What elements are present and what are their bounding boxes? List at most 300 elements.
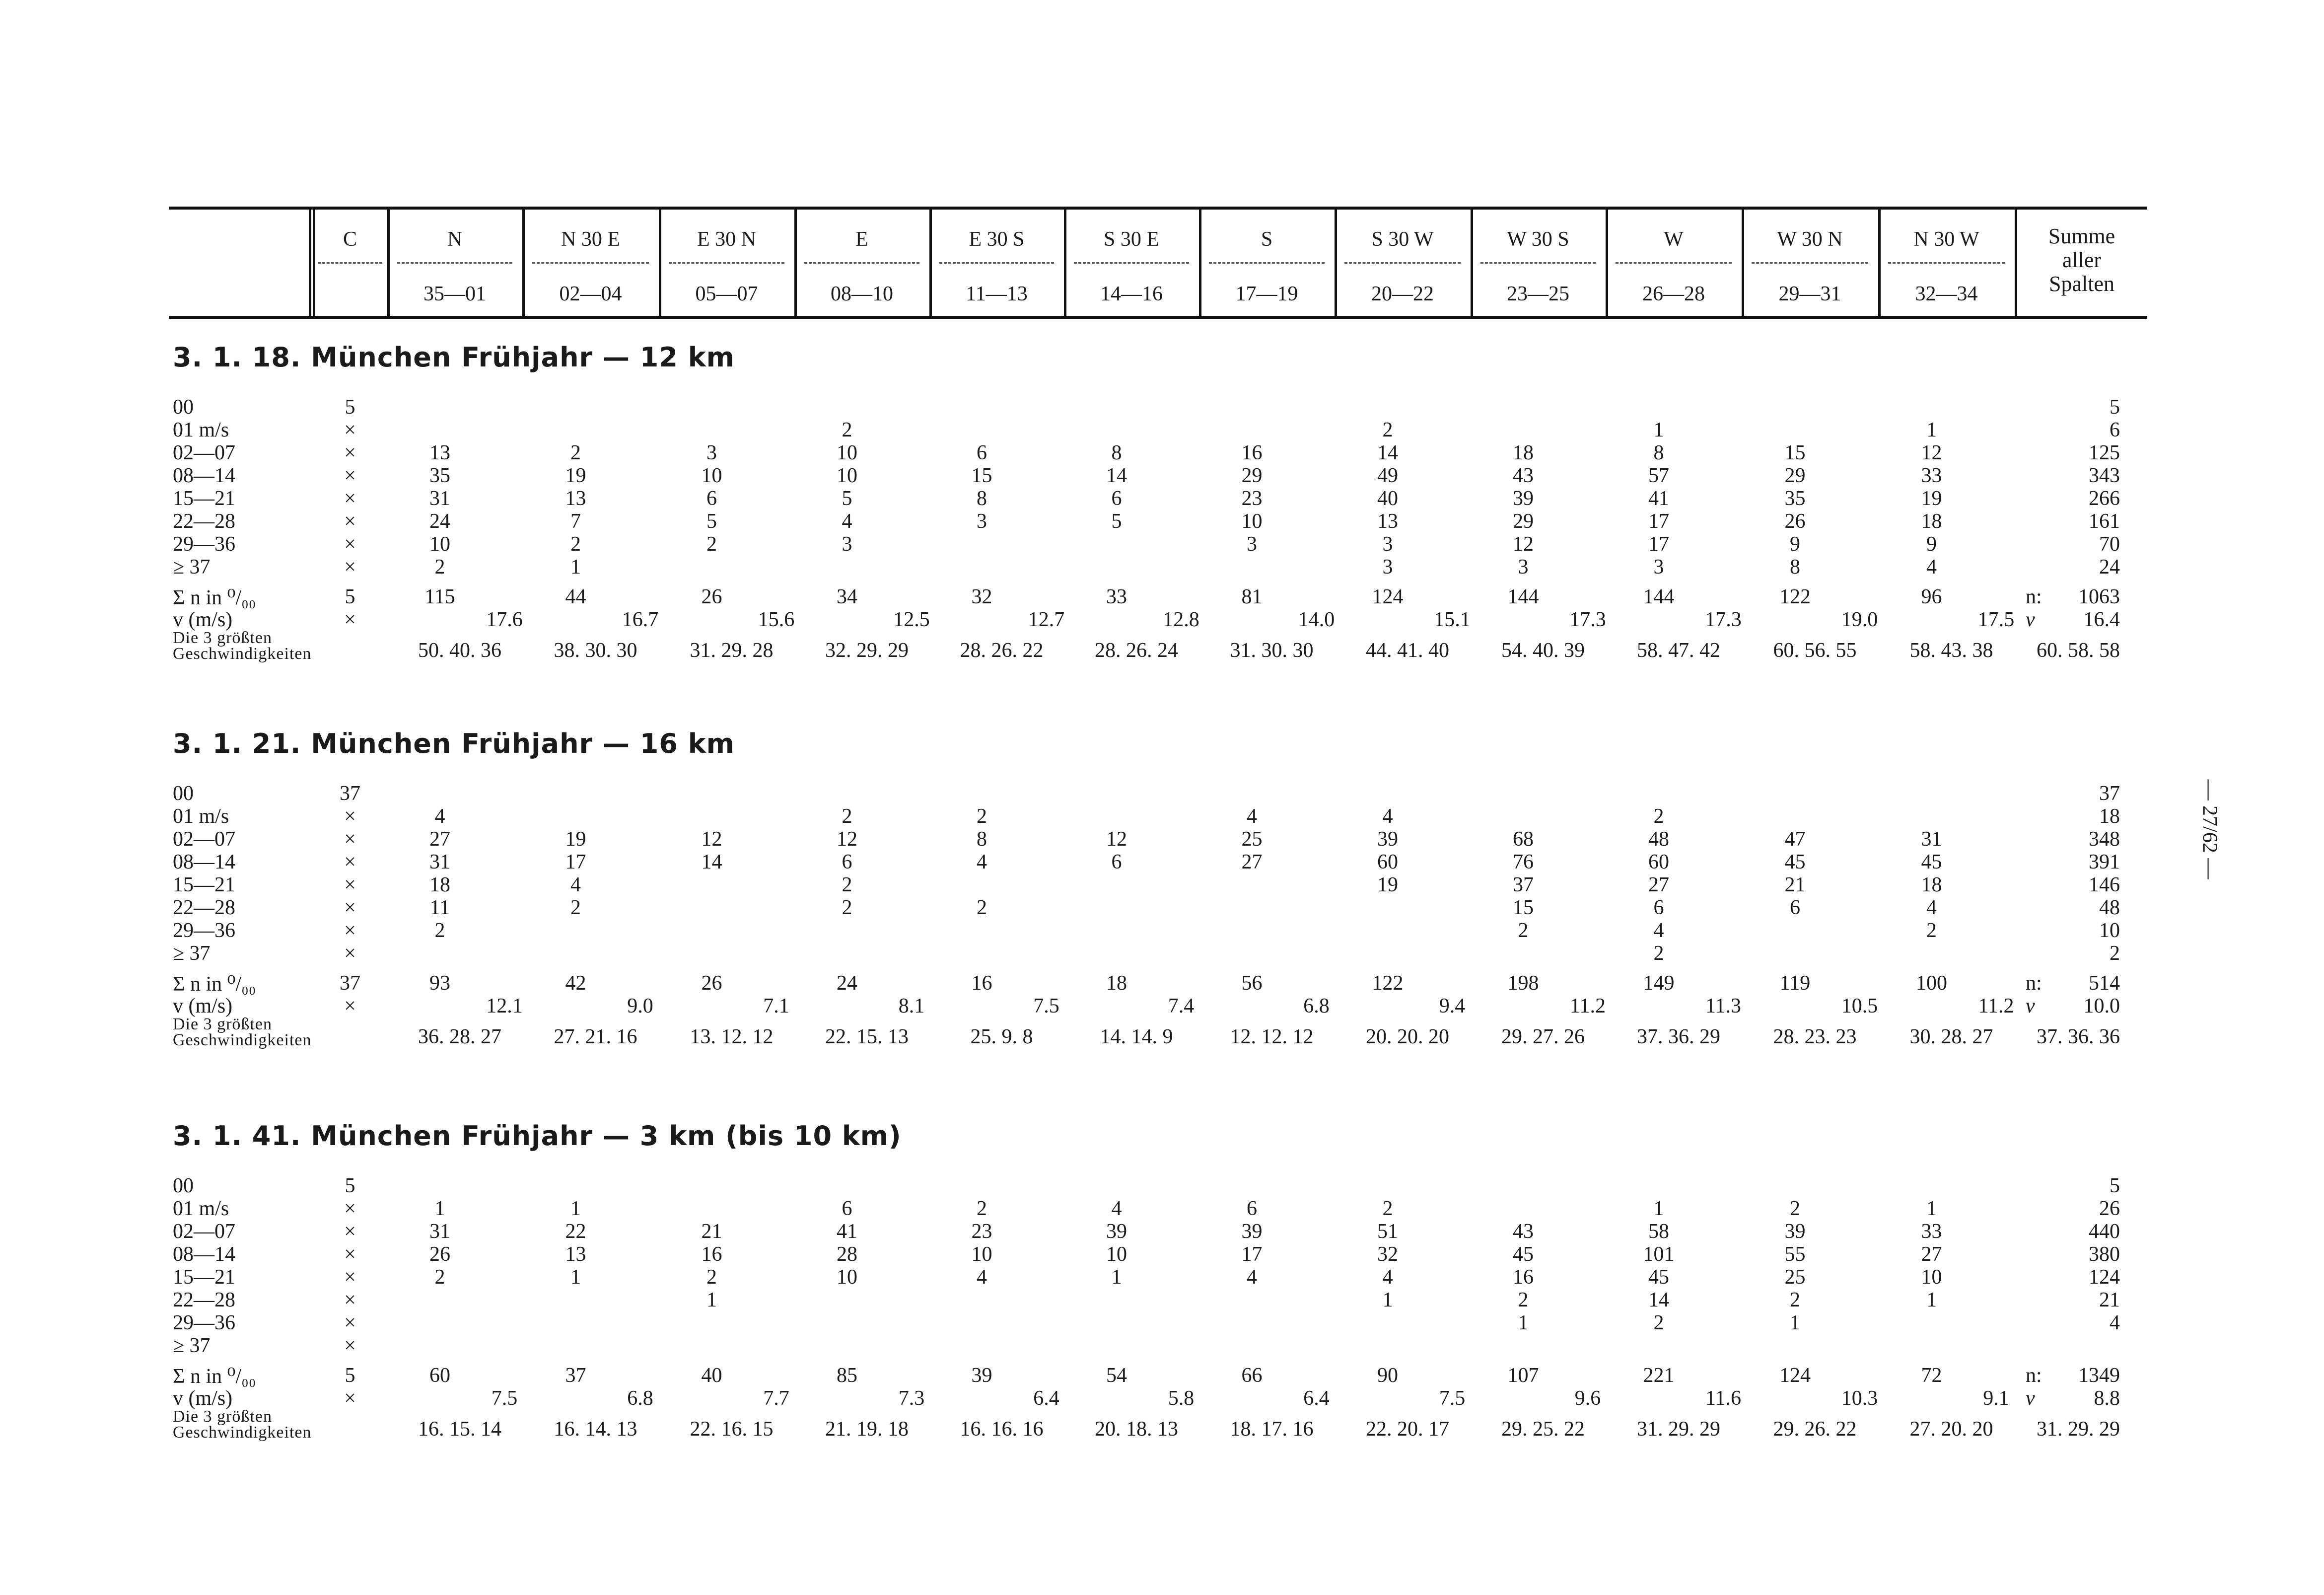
largest-speeds-cell: 16. 14. 13: [554, 1418, 637, 1441]
frequency-cell: 10: [837, 441, 857, 464]
count-per-mille-cell: 85: [837, 1364, 857, 1387]
frequency-cell: 17: [565, 851, 586, 873]
frequency-cell: 8: [1790, 556, 1800, 579]
sum-cell: 391: [2089, 851, 2120, 873]
frequency-cell: 9: [1790, 533, 1800, 556]
largest-speeds-cell: 31. 29. 29: [1637, 1418, 1720, 1441]
sum-header-line: Spalten: [2049, 272, 2114, 296]
frequency-cell: 14: [1106, 464, 1127, 487]
frequency-cell: 19: [1921, 487, 1942, 510]
count-per-mille-cell: 60: [429, 1364, 450, 1387]
frequency-cell: 45: [1513, 1243, 1534, 1266]
header-bottom-rule: [169, 316, 2147, 319]
frequency-cell: 39: [1106, 1220, 1127, 1243]
frequency-cell: 4: [1653, 919, 1664, 942]
frequency-cell: 4: [1926, 556, 1937, 579]
frequency-cell: 2: [570, 441, 581, 464]
header-dash-rule: [397, 262, 512, 264]
count-per-mille-cell: 96: [1921, 585, 1942, 608]
frequency-cell: 10: [837, 464, 857, 487]
sum-largest-speeds: 31. 29. 29: [2037, 1418, 2120, 1441]
count-per-mille-cell: 16: [971, 972, 992, 995]
mean-speed-cell: 11.3: [1705, 995, 1741, 1017]
largest-speeds-cell: 27. 20. 20: [1909, 1418, 1993, 1441]
frequency-cell: 35: [1784, 487, 1806, 510]
mean-speed-cell: 7.3: [898, 1387, 925, 1410]
count-per-mille-cell: 221: [1643, 1364, 1675, 1387]
mean-speed-cell: 9.4: [1439, 995, 1466, 1017]
sum-cell: 5: [2110, 1174, 2120, 1197]
row-label: Σ n in ⁰/₀₀: [173, 1365, 256, 1388]
frequency-cell: 5: [706, 510, 717, 533]
largest-speeds-cell: 28. 23. 23: [1773, 1025, 1857, 1048]
frequency-cell: 2: [842, 873, 852, 896]
frequency-cell: 28: [837, 1243, 857, 1266]
row-label: 15—21: [173, 873, 235, 896]
frequency-cell: 1: [570, 556, 581, 579]
row-label: 15—21: [173, 1266, 235, 1289]
frequency-cell: 48: [1648, 828, 1669, 851]
count-per-mille-cell: 115: [424, 585, 455, 608]
frequency-cell: 10: [1106, 1243, 1127, 1266]
sum-cell: 380: [2089, 1243, 2120, 1266]
header-direction-name: W 30 S: [1507, 228, 1569, 251]
frequency-cell: 60: [1648, 851, 1669, 873]
frequency-cell: 6: [1247, 1197, 1257, 1220]
header-direction-range: 20—22: [1371, 283, 1434, 305]
row-label-largest-speeds: Geschwindigkeiten: [173, 1423, 312, 1442]
header-dash-rule: [1074, 262, 1189, 264]
calm-cell: ×: [344, 1289, 356, 1311]
sum-n-value: 1349: [2078, 1364, 2120, 1387]
mean-speed-cell: 10.5: [1841, 995, 1878, 1017]
frequency-cell: 8: [1111, 441, 1122, 464]
row-label-largest-speeds: Die 3 größten: [173, 1015, 272, 1033]
count-per-mille-cell: 198: [1507, 972, 1539, 995]
frequency-cell: 35: [429, 464, 450, 487]
frequency-cell: 26: [429, 1243, 450, 1266]
frequency-cell: 4: [1926, 896, 1937, 919]
frequency-cell: 55: [1784, 1243, 1806, 1266]
frequency-cell: 3: [977, 510, 987, 533]
mean-speed-cell: 7.1: [763, 995, 789, 1017]
calm-cell: 37: [340, 972, 360, 995]
frequency-cell: 4: [570, 873, 581, 896]
frequency-cell: 14: [1648, 1289, 1669, 1311]
header-direction-range: 14—16: [1100, 283, 1163, 305]
mean-speed-cell: 12.8: [1163, 608, 1199, 631]
frequency-cell: 18: [1921, 873, 1942, 896]
mean-speed-cell: 15.1: [1434, 608, 1471, 631]
sum-n-value: 1063: [2078, 585, 2120, 608]
frequency-cell: 6: [1111, 487, 1122, 510]
calm-cell: ×: [344, 608, 356, 631]
header-direction-name: W 30 N: [1777, 228, 1843, 251]
frequency-cell: 13: [1377, 510, 1398, 533]
count-per-mille-cell: 32: [971, 585, 992, 608]
frequency-cell: 15: [971, 464, 992, 487]
row-label: 29—36: [173, 533, 235, 556]
frequency-cell: 3: [1518, 556, 1529, 579]
calm-cell: 5: [345, 396, 355, 419]
row-label: v (m/s): [173, 1387, 233, 1410]
calm-cell: ×: [344, 873, 356, 896]
row-label: 01 m/s: [173, 419, 229, 441]
count-per-mille-cell: 81: [1241, 585, 1263, 608]
frequency-cell: 2: [434, 919, 445, 942]
calm-cell: ×: [344, 441, 356, 464]
header-direction-name: S 30 E: [1103, 228, 1159, 251]
frequency-cell: 10: [701, 464, 722, 487]
header-dash-rule: [939, 262, 1054, 264]
largest-speeds-cell: 16. 16. 16: [960, 1418, 1044, 1441]
largest-speeds-cell: 58. 47. 42: [1637, 639, 1720, 662]
frequency-cell: 2: [977, 1197, 987, 1220]
frequency-cell: 2: [1653, 1311, 1664, 1334]
frequency-cell: 15: [1513, 896, 1534, 919]
mean-speed-cell: 7.5: [1439, 1387, 1466, 1410]
frequency-cell: 12: [837, 828, 857, 851]
mean-speed-cell: 17.6: [486, 608, 523, 631]
row-label: 15—21: [173, 487, 235, 510]
frequency-cell: 22: [565, 1220, 586, 1243]
sum-v-value: 10.0: [2083, 995, 2120, 1017]
largest-speeds-cell: 31. 29. 28: [690, 639, 774, 662]
frequency-cell: 2: [1926, 919, 1937, 942]
header-dash-rule: [1616, 262, 1732, 264]
sum-cell: 124: [2089, 1266, 2120, 1289]
count-per-mille-cell: 93: [429, 972, 450, 995]
sum-column-header: [2020, 224, 2144, 296]
frequency-cell: 3: [1653, 556, 1664, 579]
mean-speed-cell: 8.1: [898, 995, 925, 1017]
sum-cell: 440: [2089, 1220, 2120, 1243]
frequency-cell: 4: [1111, 1197, 1122, 1220]
frequency-cell: 24: [429, 510, 450, 533]
frequency-cell: 15: [1784, 441, 1806, 464]
mean-speed-cell: 7.7: [763, 1387, 789, 1410]
frequency-cell: 2: [570, 896, 581, 919]
frequency-cell: 2: [1518, 1289, 1529, 1311]
frequency-cell: 29: [1241, 464, 1263, 487]
header-direction-range: 08—10: [831, 283, 893, 305]
row-label: ≥ 37: [173, 942, 211, 965]
header-dash-rule: [1752, 262, 1868, 264]
count-per-mille-cell: 66: [1241, 1364, 1263, 1387]
calm-cell: ×: [344, 1243, 356, 1266]
frequency-cell: 29: [1784, 464, 1806, 487]
header-direction-range: 11—13: [966, 283, 1028, 305]
frequency-cell: 4: [434, 805, 445, 828]
row-label: 00: [173, 782, 194, 805]
header-direction-range: 32—34: [1915, 283, 1978, 305]
row-label: 02—07: [173, 441, 235, 464]
frequency-cell: 1: [1926, 1197, 1937, 1220]
frequency-cell: 33: [1921, 464, 1942, 487]
frequency-cell: 6: [842, 1197, 852, 1220]
frequency-cell: 10: [429, 533, 450, 556]
frequency-cell: 45: [1648, 1266, 1669, 1289]
side-page-number-text: — 27/62 —: [2198, 779, 2221, 879]
mean-speed-cell: 17.5: [1977, 608, 2015, 631]
frequency-cell: 21: [1784, 873, 1806, 896]
largest-speeds-cell: 22. 20. 17: [1366, 1418, 1449, 1441]
frequency-cell: 2: [1790, 1289, 1800, 1311]
header-direction-name: N 30 W: [1913, 228, 1979, 251]
frequency-cell: 1: [1518, 1311, 1529, 1334]
frequency-cell: 14: [1377, 441, 1398, 464]
mean-speed-cell: 12.5: [893, 608, 930, 631]
frequency-cell: 2: [842, 805, 852, 828]
largest-speeds-cell: 25. 9. 8: [970, 1025, 1033, 1048]
frequency-cell: 6: [706, 487, 717, 510]
row-label: 08—14: [173, 1243, 235, 1266]
frequency-cell: 9: [1926, 533, 1937, 556]
header-direction-name: E 30 N: [697, 228, 756, 251]
frequency-cell: 21: [701, 1220, 722, 1243]
header-direction-range: 02—04: [559, 283, 622, 305]
sum-cell: 5: [2110, 396, 2120, 419]
largest-speeds-cell: 13. 12. 12: [690, 1025, 774, 1048]
sum-cell: 70: [2099, 533, 2120, 556]
frequency-cell: 101: [1643, 1243, 1675, 1266]
sum-n-value: 514: [2089, 972, 2120, 995]
calm-cell: ×: [344, 464, 356, 487]
frequency-cell: 25: [1241, 828, 1263, 851]
frequency-cell: 2: [1518, 919, 1529, 942]
frequency-cell: 1: [434, 1197, 445, 1220]
row-label: 01 m/s: [173, 805, 229, 828]
frequency-cell: 16: [1241, 441, 1263, 464]
frequency-cell: 19: [565, 464, 586, 487]
row-label: Σ n in ⁰/₀₀: [173, 973, 256, 996]
frequency-cell: 37: [1513, 873, 1534, 896]
count-per-mille-cell: 124: [1779, 1364, 1811, 1387]
sum-cell: 4: [2110, 1311, 2120, 1334]
largest-speeds-cell: 58. 43. 38: [1909, 639, 1993, 662]
frequency-cell: 41: [1648, 487, 1669, 510]
frequency-cell: 19: [565, 828, 586, 851]
header-top-rule: [169, 207, 2147, 210]
calm-cell: ×: [344, 805, 356, 828]
row-label: 08—14: [173, 464, 235, 487]
frequency-cell: 39: [1784, 1220, 1806, 1243]
count-per-mille-cell: 26: [701, 585, 722, 608]
row-label: 22—28: [173, 896, 235, 919]
frequency-cell: 2: [1382, 1197, 1393, 1220]
row-label: 29—36: [173, 1311, 235, 1334]
sum-cell: 21: [2099, 1289, 2120, 1311]
frequency-cell: 45: [1784, 851, 1806, 873]
frequency-cell: 47: [1784, 828, 1806, 851]
sum-cell: 266: [2089, 487, 2120, 510]
count-per-mille-cell: 18: [1106, 972, 1127, 995]
sum-n-label: n:: [2026, 972, 2042, 995]
count-per-mille-cell: 122: [1372, 972, 1404, 995]
mean-speed-cell: 6.4: [1033, 1387, 1059, 1410]
largest-speeds-cell: 16. 15. 14: [418, 1418, 501, 1441]
frequency-cell: 40: [1377, 487, 1398, 510]
frequency-cell: 27: [1921, 1243, 1942, 1266]
sum-cell: 6: [2110, 419, 2120, 441]
frequency-cell: 1: [1653, 419, 1664, 441]
mean-speed-cell: 11.2: [1570, 995, 1606, 1017]
row-label: v (m/s): [173, 995, 233, 1017]
largest-speeds-cell: 14. 14. 9: [1100, 1025, 1173, 1048]
frequency-cell: 23: [1241, 487, 1263, 510]
calm-cell: ×: [344, 533, 356, 556]
header-direction-name: S: [1261, 228, 1273, 251]
frequency-cell: 10: [837, 1266, 857, 1289]
mean-speed-cell: 17.3: [1569, 608, 1606, 631]
frequency-cell: 1: [1382, 1289, 1393, 1311]
frequency-cell: 33: [1921, 1220, 1942, 1243]
header-dash-rule: [1480, 262, 1596, 264]
mean-speed-cell: 12.7: [1028, 608, 1065, 631]
frequency-cell: 2: [1653, 942, 1664, 965]
header-dash-rule: [1888, 262, 2005, 264]
header-calm-label: C: [343, 228, 357, 251]
mean-speed-cell: 19.0: [1841, 608, 1878, 631]
row-label: 08—14: [173, 851, 235, 873]
frequency-cell: 5: [842, 487, 852, 510]
row-label: 02—07: [173, 1220, 235, 1243]
header-direction-name: S 30 W: [1371, 228, 1434, 251]
frequency-cell: 68: [1513, 828, 1534, 851]
frequency-cell: 4: [977, 851, 987, 873]
calm-cell: ×: [344, 419, 356, 441]
station-section: [0, 728, 2324, 1086]
row-label: 02—07: [173, 828, 235, 851]
sum-largest-speeds: 37. 36. 36: [2037, 1025, 2120, 1048]
station-section: [0, 342, 2324, 699]
frequency-cell: 1: [570, 1266, 581, 1289]
calm-cell: ×: [344, 1220, 356, 1243]
row-label: 00: [173, 1174, 194, 1197]
row-label: 01 m/s: [173, 1197, 229, 1220]
frequency-cell: 29: [1513, 510, 1534, 533]
frequency-cell: 76: [1513, 851, 1534, 873]
count-per-mille-cell: 26: [701, 972, 722, 995]
frequency-cell: 31: [429, 1220, 450, 1243]
frequency-cell: 6: [977, 441, 987, 464]
calm-cell: ×: [344, 556, 356, 579]
frequency-cell: 26: [1784, 510, 1806, 533]
row-label-largest-speeds: Die 3 größten: [173, 629, 272, 647]
side-page-number: [2194, 765, 2224, 894]
row-label-largest-speeds: Geschwindigkeiten: [173, 645, 312, 663]
mean-speed-cell: 11.6: [1705, 1387, 1741, 1410]
frequency-cell: 13: [565, 1243, 586, 1266]
mean-speed-cell: 16.7: [622, 608, 659, 631]
sum-n-label: n:: [2026, 1364, 2042, 1387]
largest-speeds-cell: 38. 30. 30: [554, 639, 637, 662]
frequency-cell: 4: [1382, 1266, 1393, 1289]
mean-speed-cell: 9.0: [627, 995, 653, 1017]
mean-speed-cell: 6.4: [1303, 1387, 1330, 1410]
count-per-mille-cell: 90: [1377, 1364, 1398, 1387]
frequency-cell: 2: [1790, 1197, 1800, 1220]
row-label: ≥ 37: [173, 556, 211, 579]
row-label: 22—28: [173, 510, 235, 533]
frequency-cell: 4: [842, 510, 852, 533]
frequency-cell: 27: [1241, 851, 1263, 873]
frequency-cell: 18: [1921, 510, 1942, 533]
frequency-cell: 16: [1513, 1266, 1534, 1289]
frequency-cell: 3: [842, 533, 852, 556]
frequency-cell: 31: [1921, 828, 1942, 851]
largest-speeds-cell: 54. 40. 39: [1501, 639, 1585, 662]
header-direction-range: 05—07: [695, 283, 758, 305]
largest-speeds-cell: 20. 20. 20: [1366, 1025, 1449, 1048]
frequency-cell: 10: [1921, 1266, 1942, 1289]
calm-cell: ×: [344, 828, 356, 851]
count-per-mille-cell: 34: [837, 585, 857, 608]
frequency-cell: 19: [1377, 873, 1398, 896]
sum-cell: 26: [2099, 1197, 2120, 1220]
header-direction-name: E 30 S: [969, 228, 1025, 251]
frequency-cell: 8: [1653, 441, 1664, 464]
sum-v-label: v: [2026, 608, 2035, 631]
frequency-cell: 11: [429, 896, 450, 919]
largest-speeds-cell: 29. 25. 22: [1501, 1418, 1585, 1441]
frequency-cell: 4: [977, 1266, 987, 1289]
calm-cell: 37: [340, 782, 360, 805]
frequency-cell: 12: [1921, 441, 1942, 464]
sum-cell: 125: [2089, 441, 2120, 464]
mean-speed-cell: 15.6: [758, 608, 795, 631]
header-direction-range: 26—28: [1642, 283, 1705, 305]
frequency-cell: 39: [1241, 1220, 1263, 1243]
header-direction-name: N 30 E: [561, 228, 620, 251]
calm-cell: ×: [344, 1197, 356, 1220]
sum-cell: 37: [2099, 782, 2120, 805]
frequency-cell: 17: [1648, 510, 1669, 533]
frequency-cell: 4: [1382, 805, 1393, 828]
count-per-mille-cell: 100: [1916, 972, 1947, 995]
frequency-cell: 13: [565, 487, 586, 510]
frequency-cell: 2: [842, 419, 852, 441]
frequency-cell: 3: [706, 441, 717, 464]
frequency-cell: 7: [570, 510, 581, 533]
header-column-divider: [313, 209, 315, 318]
largest-speeds-cell: 28. 26. 22: [960, 639, 1044, 662]
row-label: 29—36: [173, 919, 235, 942]
frequency-cell: 2: [434, 556, 445, 579]
calm-cell: ×: [344, 1311, 356, 1334]
frequency-cell: 31: [429, 851, 450, 873]
mean-speed-cell: 14.0: [1298, 608, 1335, 631]
frequency-cell: 12: [1106, 828, 1127, 851]
sum-largest-speeds: 60. 58. 58: [2037, 639, 2120, 662]
mean-speed-cell: 7.4: [1168, 995, 1195, 1017]
sum-v-value: 16.4: [2083, 608, 2120, 631]
largest-speeds-cell: 60. 56. 55: [1773, 639, 1857, 662]
section-title: 3. 1. 21. München Frühjahr — 16 km: [173, 728, 735, 759]
largest-speeds-cell: 29. 27. 26: [1501, 1025, 1585, 1048]
frequency-cell: 1: [1926, 419, 1937, 441]
frequency-cell: 32: [1377, 1243, 1398, 1266]
count-per-mille-cell: 39: [971, 1364, 992, 1387]
frequency-cell: 3: [1247, 533, 1257, 556]
header-direction-range: 35—01: [423, 283, 486, 305]
row-label: 22—28: [173, 1289, 235, 1311]
frequency-cell: 1: [1926, 1289, 1937, 1311]
largest-speeds-cell: 27. 21. 16: [554, 1025, 637, 1048]
count-per-mille-cell: 56: [1241, 972, 1263, 995]
frequency-cell: 1: [1653, 1197, 1664, 1220]
largest-speeds-cell: 37. 36. 29: [1637, 1025, 1720, 1048]
